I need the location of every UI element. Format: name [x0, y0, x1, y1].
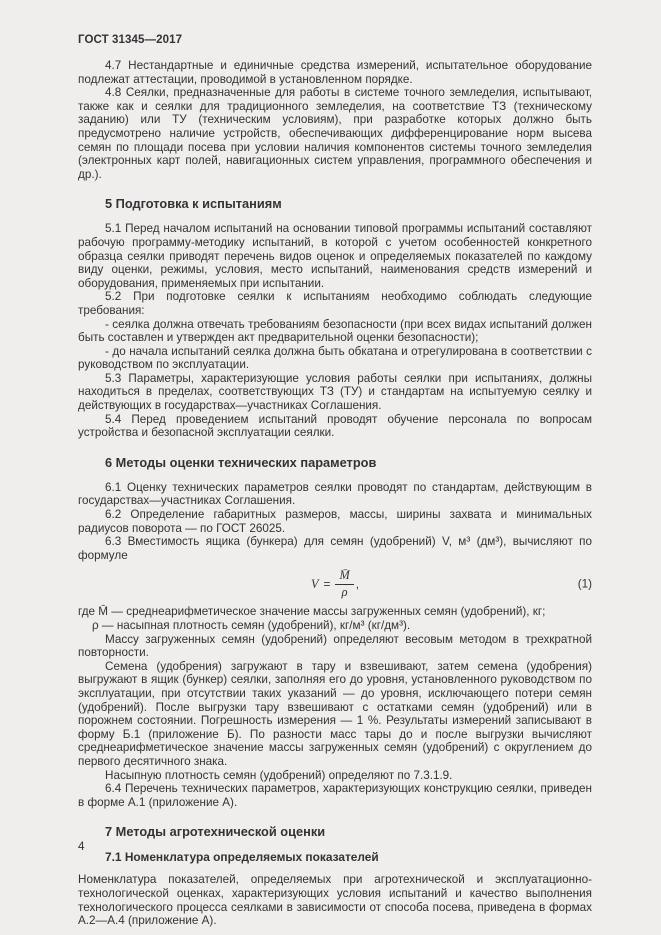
fraction-numerator: M̄ [335, 569, 353, 585]
section-heading-5: 5 Подготовка к испытаниям [105, 196, 282, 212]
formula-1 [78, 562, 592, 605]
section-heading-7: 7 Методы агротехнической оценки [105, 824, 326, 840]
equals-sign: = [323, 577, 331, 592]
paragraph-4-7: 4.7 Нестандартные и единичные средства измерений, испытательное оборудование подлежат аттестации, проводимой в установленном порядке. [78, 59, 592, 86]
paragraph-6-4: 6.4 Перечень технических параметров, характеризующих конструкцию сеялки, приведен в форме А.1 (приложение А). [78, 782, 592, 809]
fraction-denominator: ρ [341, 584, 348, 599]
paragraph-5-2: 5.2 При подготовке сеялки к испытаниям необходимо соблюдать следующие требования: [78, 290, 592, 317]
paragraph-5-2-item-2: - до начала испытаний сеялка должна быть обкатана и отрегулирована в соответствии с руководством по эксплуатации. [78, 344, 592, 372]
formula-where-line-1: где M̄ — среднеарифметическое значение массы загруженных семян (удобрений), кг; [78, 605, 546, 619]
formula-number: (1) [577, 577, 592, 591]
paragraph-6-3: 6.3 Вместимость ящика (бункера) для семян (удобрений) V, м³ (дм³), вычисляют по формуле [78, 535, 592, 562]
formula-fraction [335, 569, 353, 599]
paragraph-5-1: 5.1 Перед началом испытаний на основании типовой программы испытаний составляют рабочую программу-методику испытаний, в которой с учетом особенностей конкретного образца сеялки приводят перечень видов оценок и определяемых показателей по каждому виду оценки, режимы, условия, место испытаний, наименования средств измерений и оборудования, применяемых при испытании. [78, 222, 592, 290]
paragraph-7-1: Номенклатура показателей, определяемых при агротехнической и эксплуатационно-технологической оценках, характеризующих условия испытаний и качество выполнения технологического процесса сеялками в зависимости от способа посева, приведена в формах А.2—А.4 (приложение А). [78, 873, 592, 928]
page-content [78, 34, 592, 928]
section-heading-6: 6 Методы оценки технических параметров [105, 454, 377, 470]
paragraph-5-3: 5.3 Параметры, характеризующие условия работы сеялки при испытаниях, должны находиться в пределах, соответствующих ТЗ (ТУ) и стандартам на испытуемую сеялку и действующих в государствах—участниках Соглашения. [78, 371, 592, 413]
formula-comma: , [355, 577, 360, 592]
paragraph-5-4: 5.4 Перед проведением испытаний проводят обучение персонала по вопросам устройства и безопасной эксплуатации сеялки. [78, 412, 592, 440]
paragraph-4-8: 4.8 Сеялки, предназначенные для работы в системе точного земледелия, испытывают, также как и сеялки для традиционного земледелия, на соответствие ТЗ (техническому заданию) или ТУ (техническим условиям), при разработке которых должно быть предусмотрено наличие устройств, обеспечивающих дифференцирование норм высева семян по площади посева при условии наличия компонентов системы точного земледелия (электронных карт полей, навигационных систем управления, программного обеспечения и др.). [78, 86, 592, 181]
paragraph-density-ref: Насыпную плотность семян (удобрений) определяют по 7.3.1.9. [105, 768, 453, 782]
paragraph-mass-method: Массу загруженных семян (удобрений) определяют весовым методом в трехкратной повторности. [78, 632, 592, 660]
formula-expression [311, 569, 359, 599]
subsection-heading-7-1: 7.1 Номенклатура определяемых показателей [105, 850, 379, 865]
paragraph-seeds-procedure: Семена (удобрения) загружают в тару и взвешивают, затем семена (удобрения) выгружают в ящик (бункер) сеялки, заполняя его до уровня, установленного руководством по эксплуатации, при отсутствии таких указаний — до уровня, исключающего потери семян (удобрений). После выгрузки тару взвешивают с остатками семян (удобрений) или в порожнем состоянии. Погрешность измерения — 1 %. Результаты измерений записывают в форму Б.1 (приложение Б). По разности масс тары до и после выгрузки вычисляют среднеарифметическое значение массы загруженных семян (удобрений) с округлением до первого десятичного знака. [78, 659, 592, 768]
formula-variable-v: V [310, 576, 319, 591]
doc-number-header: ГОСТ 31345—2017 [78, 34, 183, 46]
formula-where-line-2: ρ — насыпная плотность семян (удобрений), кг/м³ (кг/дм³). [92, 619, 411, 633]
paragraph-5-2-item-1: - сеялка должна отвечать требованиям безопасности (при всех видах испытаний должен быть составлен и утвержден акт предварительной оценки безопасности); [78, 317, 592, 345]
page-number: 4 [78, 840, 85, 853]
paragraph-6-1: 6.1 Оценку технических параметров сеялки проводят по стандартам, действующим в государствах—участниках Соглашения. [78, 480, 592, 508]
paragraph-6-2: 6.2 Определение габаритных размеров, массы, ширины захвата и минимальных радиусов поворота — по ГОСТ 26025. [78, 508, 592, 535]
